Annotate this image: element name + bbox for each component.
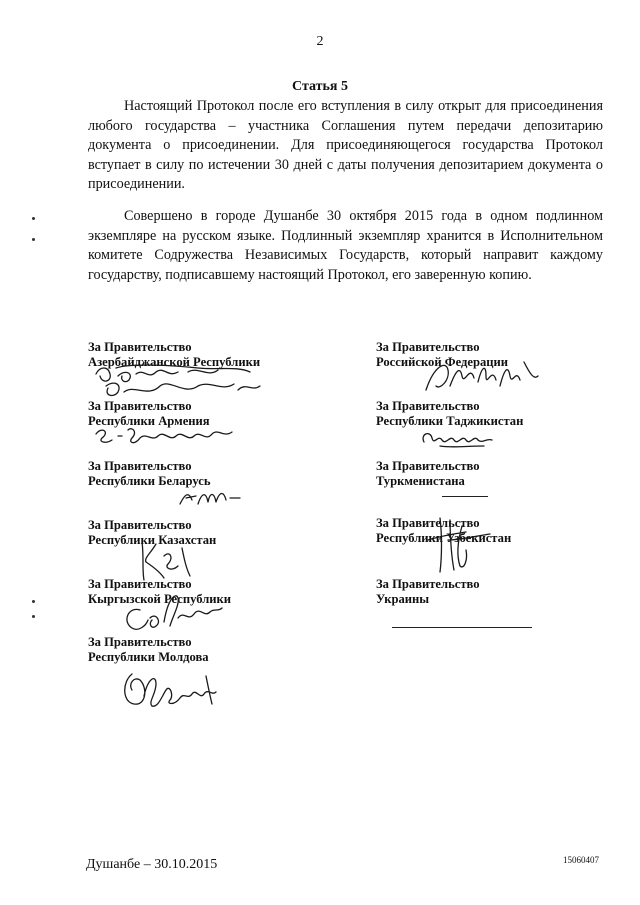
signatory-country: Республики Казахстан	[88, 533, 217, 547]
signature-russia	[420, 356, 550, 396]
signature-kyrgyzstan	[118, 588, 228, 638]
signature-tajikistan	[418, 426, 498, 452]
article-title: Статья 5	[292, 79, 348, 94]
signature-line-turkmenistan	[442, 496, 488, 497]
signatory-tajikistan	[376, 399, 523, 429]
document-code: 15060407	[563, 855, 599, 865]
signatory-country: Российской Федерации	[376, 355, 509, 369]
signature-armenia	[92, 424, 242, 448]
margin-dot	[32, 238, 35, 241]
page-number: 2	[316, 34, 324, 49]
signatory-ukraine	[376, 577, 480, 607]
signatory-line1: За Правительство	[376, 340, 480, 354]
signatory-country: Республики Таджикистан	[376, 414, 524, 428]
footer-place-date: Душанбе – 30.10.2015	[86, 857, 218, 872]
signatory-line1: За Правительство	[376, 516, 480, 530]
signatory-line1: За Правительство	[88, 577, 192, 591]
signature-moldova	[118, 666, 228, 712]
margin-dot	[32, 217, 35, 220]
signatory-line1: За Правительство	[376, 399, 480, 413]
signatory-turkmenistan	[376, 459, 480, 489]
signatory-country: Украины	[376, 592, 430, 606]
signature-line-ukraine	[392, 627, 532, 628]
signatory-line1: За Правительство	[376, 577, 480, 591]
signatory-country: Азербайджанской Республики	[88, 355, 261, 369]
signatory-country: Республики Беларусь	[88, 474, 211, 488]
closing-paragraph: Совершено в городе Душанбе 30 октября 2015 года в одном подлинном экземпляре на русском языке. Подлинный экземпляр хранится в Исполнительном комитете Содружества Независимых Государств, который направит каждому государству, подписавшему настоящий Протокол, его заверенную копию.	[88, 208, 603, 283]
signatory-country: Кыргызской Республики	[88, 592, 232, 606]
signatory-country: Туркменистана	[376, 474, 465, 488]
signatory-country: Республики Узбекистан	[376, 531, 512, 545]
article-paragraph: Настоящий Протокол после его вступления в силу открыт для присоединения любого государства – участника Соглашения путем передачи депозитарию документа о присоединении. Для присоединяющегося государства Протокол вступает в силу по истечении 30 дней с даты получения депозитарием документа о присоединении.	[88, 98, 603, 193]
signatory-line1: За Правительство	[88, 459, 192, 473]
margin-dot	[32, 600, 35, 603]
signatory-belarus	[88, 459, 211, 489]
signatory-line1: За Правительство	[88, 635, 192, 649]
signatory-line1: За Правительство	[88, 518, 192, 532]
signatory-line1: За Правительство	[376, 459, 480, 473]
signatory-line1: За Правительство	[88, 340, 192, 354]
signatory-country: Республики Армения	[88, 414, 210, 428]
signatory-country: Республики Молдова	[88, 650, 209, 664]
signatory-moldova	[88, 635, 209, 665]
signature-azerbaijan	[88, 362, 268, 402]
signatory-line1: За Правительство	[88, 399, 192, 413]
signature-uzbekistan	[420, 510, 510, 580]
signature-belarus	[176, 486, 246, 510]
margin-dot	[32, 615, 35, 618]
